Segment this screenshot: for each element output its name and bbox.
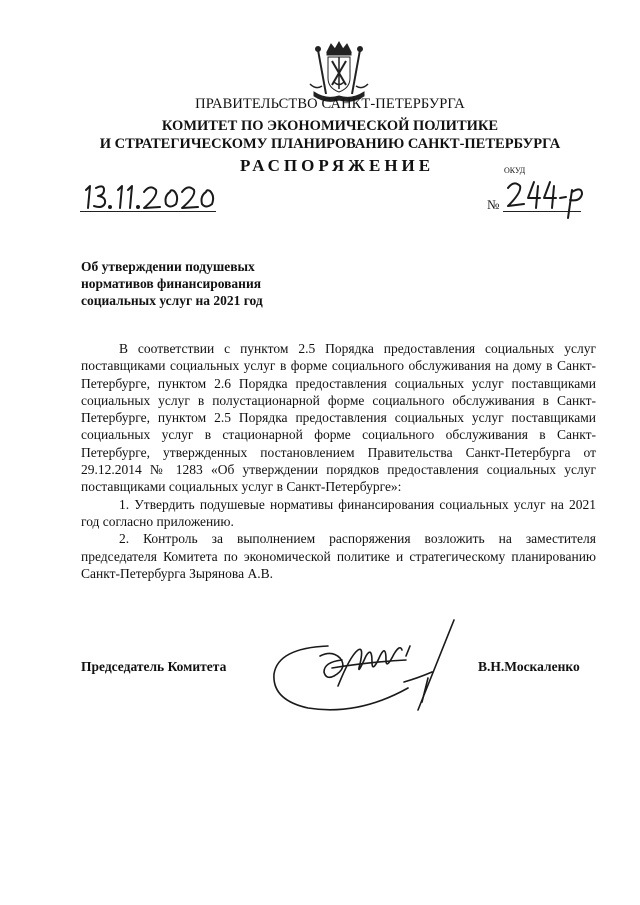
handwritten-signature-icon	[268, 616, 468, 726]
document-type-heading: РАСПОРЯЖЕНИЕ	[240, 156, 435, 175]
title-line: Об утверждении подушевых	[81, 259, 255, 274]
date-underline	[80, 211, 216, 212]
government-heading: ПРАВИТЕЛЬСТВО САНКТ-ПЕТЕРБУРГА	[195, 96, 465, 112]
committee-heading-line1: КОМИТЕТ ПО ЭКОНОМИЧЕСКОЙ ПОЛИТИКЕ	[161, 118, 499, 134]
title-line: нормативов финансирования	[81, 276, 262, 291]
body-paragraph-item1: 1. Утвердить подушевые нормативы финансирования социальных услуг на 2021 год согласно приложению.	[81, 496, 596, 529]
signatory-name: В.Н.Москаленко	[478, 659, 580, 674]
okud-label: ОКУД	[504, 166, 526, 175]
document-body	[81, 340, 596, 582]
number-label: №	[487, 197, 500, 212]
body-paragraph-item2: 2. Контроль за выполнением распоряжения возложить на заместителя председателя Комитета по экономической политике и стратегическому планированию Санкт-Петербурга Зырянова А.В.	[81, 531, 596, 581]
handwritten-number	[502, 176, 588, 220]
signatory-role: Председатель Комитета	[81, 659, 227, 674]
committee-heading-line2: И СТРАТЕГИЧЕСКОМУ ПЛАНИРОВАНИЮ САНКТ-ПЕТЕРБУРГА	[99, 136, 561, 152]
body-paragraph-preamble: В соответствии с пунктом 2.5 Порядка предоставления социальных услуг поставщиками социальных услуг в форме социального обслуживания на дому в Санкт-Петербурге, пунктом 2.6 Порядка предоставления социальных услуг поставщиками социальных услуг в полустационарной форме социального обслуживания в Санкт-Петербурге, пунктом 2.5 Порядка предоставления социальных услуг поставщиками социальных услуг в стационарной форме социального обслуживания в Санкт-Петербурге, утвержденных постановлением Правительства Санкт-Петербурга от 29.12.2014 № 1283 «Об утверждении порядков предоставления социальных услуг поставщиками социальных услуг в Санкт-Петербурге»:	[81, 341, 596, 495]
title-line: социальных услуг на 2021 год	[81, 293, 263, 308]
number-underline	[503, 211, 581, 212]
document-title	[81, 258, 263, 309]
